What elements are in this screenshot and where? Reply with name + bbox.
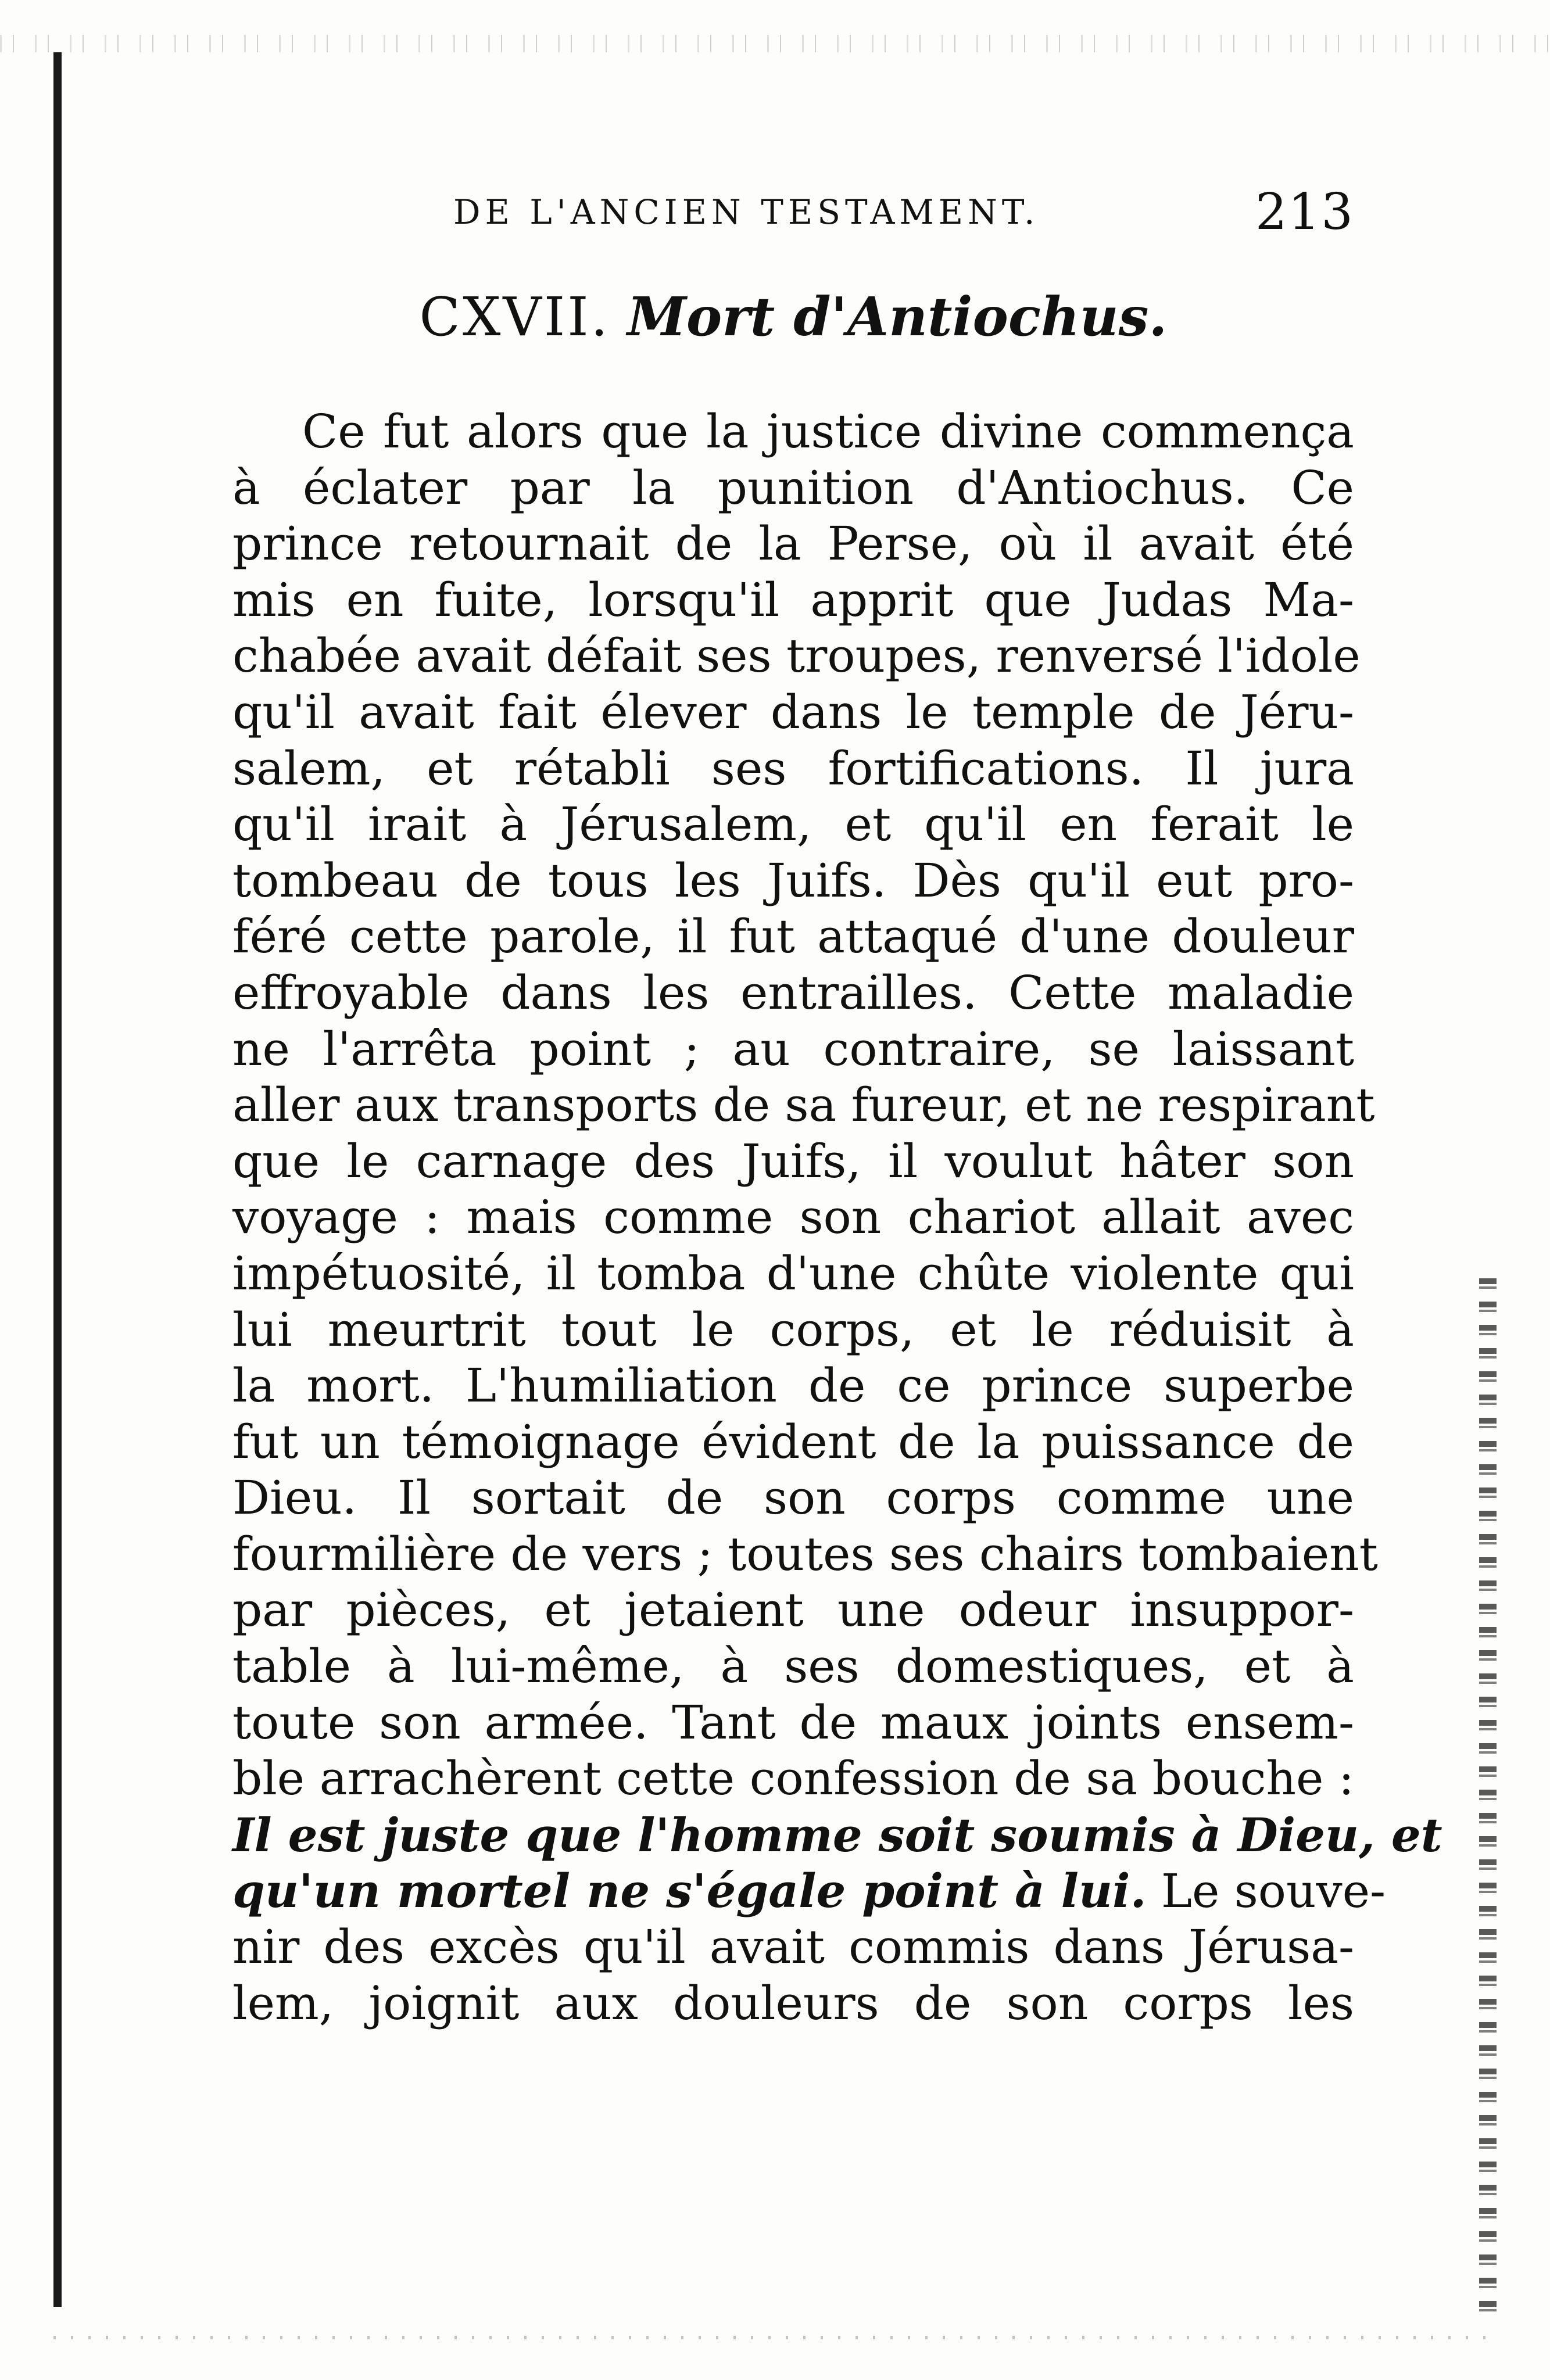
text-line: impétuosité, il tomba d'une chûte violente qui [232, 1246, 1354, 1300]
text-line: mis en fuite, lorsqu'il apprit que Judas Ma- [232, 572, 1354, 627]
page-bottom-edge [53, 2336, 1495, 2339]
text-line: table à lui-même, à ses domestiques, et à [232, 1639, 1354, 1694]
text-line: fut un témoignage évident de la puissance de [232, 1414, 1354, 1469]
chapter-heading [232, 279, 1354, 354]
running-head [232, 177, 1354, 247]
text-line: ne l'arrêta point ; au contraire, se laissant [232, 1021, 1354, 1076]
text-line: toute son armée. Tant de maux joints ensem- [232, 1695, 1354, 1750]
text-line: à éclater par la punition d'Antiochus. Ce [232, 460, 1354, 515]
text-continuation: Le souve- [1146, 1864, 1386, 1919]
text-line: nir des excès qu'il avait commis dans Jérusa- [232, 1920, 1354, 1974]
text-line: chabée avait défait ses troupes, renversé l'idole [232, 629, 1361, 683]
page-right-edge [1479, 1278, 1497, 2324]
quotation-line: Il est juste que l'homme soit soumis à Dieu, et [232, 1807, 1442, 1862]
quotation-line-mixed [232, 1863, 1386, 1919]
text-line: féré cette parole, il fut attaqué d'une douleur [232, 909, 1354, 964]
text-line: salem, et rétabli ses fortifications. Il jura [232, 741, 1354, 795]
text-line: par pièces, et jetaient une odeur insuppor- [232, 1583, 1354, 1637]
text-line: qu'il irait à Jérusalem, et qu'il en ferait le [232, 797, 1354, 852]
text-line: lem, joignit aux douleurs de son corps les [232, 1976, 1354, 2030]
text-line: aller aux transports de sa fureur, et ne respirant [232, 1078, 1375, 1132]
text-line: lui meurtrit tout le corps, et le réduisit à [232, 1302, 1354, 1357]
text-line: prince retournait de la Perse, où il avait été [232, 517, 1354, 571]
body-text [232, 404, 1442, 2031]
binding-line [53, 52, 62, 2307]
quotation-end: qu'un mortel ne s'égale point à lui. [232, 1863, 1147, 1919]
running-title: DE L'ANCIEN TESTAMENT. [453, 192, 1040, 232]
text-line: Dieu. Il sortait de son corps comme une [232, 1471, 1354, 1525]
page-number: 213 [1255, 183, 1354, 241]
text-line: voyage : mais comme son chariot allait avec [232, 1190, 1354, 1245]
text-line: qu'il avait fait élever dans le temple de Jéru- [232, 684, 1354, 739]
page-top-edge [0, 35, 1550, 52]
text-line: la mort. L'humiliation de ce prince superbe [232, 1359, 1354, 1413]
text-line: Ce fut alors que la justice divine commença [302, 404, 1354, 458]
text-line: effroyable dans les entrailles. Cette maladie [232, 965, 1354, 1020]
chapter-number: CXVII. [419, 286, 610, 348]
text-line: que le carnage des Juifs, il voulut hâter son [232, 1134, 1354, 1188]
text-line: ble arrachèrent cette confession de sa bouche : [232, 1751, 1354, 1806]
text-line: tombeau de tous les Juifs. Dès qu'il eut pro- [232, 853, 1354, 908]
text-line: fourmilière de vers ; toutes ses chairs tombaient [232, 1526, 1378, 1581]
chapter-title: Mort d'Antiochus. [627, 285, 1168, 348]
